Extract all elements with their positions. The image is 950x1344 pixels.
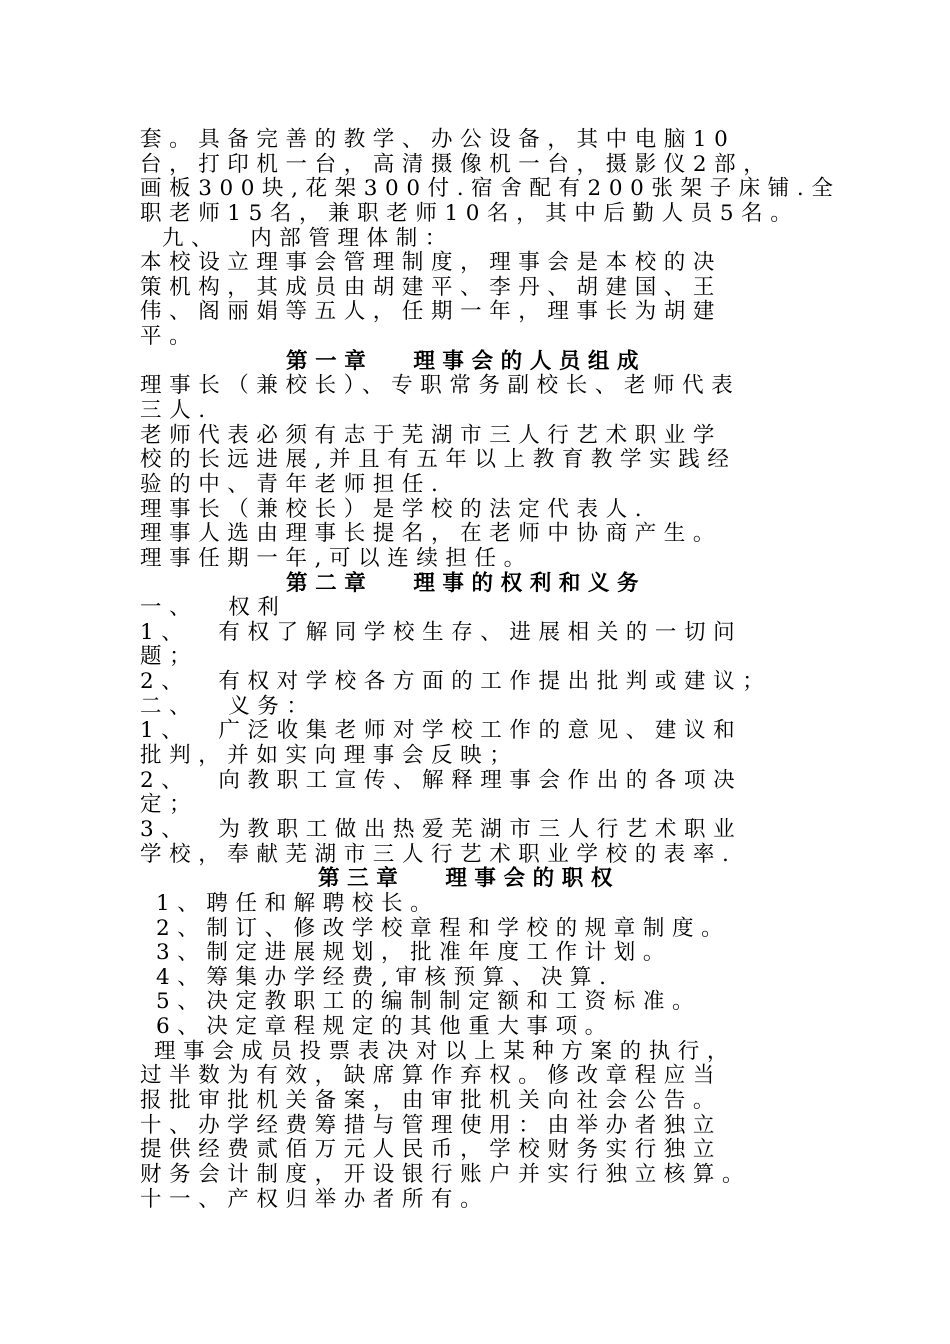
chapter-number: 第三章 bbox=[318, 866, 406, 892]
body-line: 理事会成员投票表决对以上某种方案的执行， bbox=[154, 1038, 737, 1064]
body-line: 伟、阁丽娟等五人，任期一年，理事长为胡建 bbox=[140, 299, 723, 325]
list-item bbox=[140, 719, 840, 744]
chapter-title: 理事会的人员组成 bbox=[413, 348, 647, 374]
body-line: 台，打印机一台，高清摄像机一台，摄影仪2部， bbox=[140, 151, 773, 177]
body-line: 理事任期一年,可以连续担任。 bbox=[140, 545, 533, 571]
body-line: 老师代表必须有志于芜湖市三人行艺术职业学 bbox=[140, 422, 723, 448]
body-line: 本校设立理事会管理制度，理事会是本校的决 bbox=[140, 250, 723, 276]
chapter-number: 第二章 bbox=[286, 570, 374, 596]
subsection-heading-duties bbox=[140, 695, 840, 720]
chapter-heading-two bbox=[140, 572, 840, 597]
list-item: 2、制订、修改学校章程和学校的规章制度。 bbox=[156, 915, 731, 941]
section-number: 九、 bbox=[162, 225, 221, 251]
body-line: 十一、产权归举办者所有。 bbox=[140, 1186, 490, 1212]
list-item bbox=[140, 818, 840, 843]
subsection-heading-rights bbox=[140, 596, 840, 621]
list-item bbox=[140, 621, 840, 646]
body-line: 十、办学经费筹措与管理使用：由举办者独立 bbox=[140, 1112, 723, 1138]
chapter-heading-one bbox=[140, 350, 840, 375]
subsection-number: 二、 bbox=[140, 693, 199, 719]
body-line: 过半数为有效，缺席算作弃权。修改章程应当 bbox=[140, 1063, 723, 1089]
list-number: 3、 bbox=[140, 816, 191, 842]
body-line: 批判，并如实向理事会反映； bbox=[140, 743, 519, 769]
body-line: 题； bbox=[140, 644, 199, 670]
list-item bbox=[140, 769, 840, 794]
chapter-title: 理事会的职权 bbox=[445, 866, 620, 892]
list-number: 2、 bbox=[140, 767, 191, 793]
section-heading-nine bbox=[140, 227, 840, 252]
subsection-number: 一、 bbox=[140, 595, 199, 621]
body-line: 提供经费贰佰万元人民币，学校财务实行独立 bbox=[140, 1137, 723, 1163]
chapter-title: 理事的权利和义务 bbox=[413, 570, 647, 596]
chapter-number: 第一章 bbox=[286, 348, 374, 374]
subsection-title: 权利 bbox=[228, 595, 287, 621]
list-item bbox=[140, 670, 840, 695]
body-line: 校的长远进展,并且有五年以上教育教学实践经 bbox=[140, 447, 737, 473]
body-line: 财务会计制度，开设银行账户并实行独立核算。 bbox=[140, 1161, 752, 1187]
body-line: 三人. bbox=[140, 398, 213, 424]
list-item: 3、制定进展规划，批准年度工作计划。 bbox=[156, 940, 672, 966]
section-title: 内部管理体制： bbox=[250, 225, 454, 251]
list-text: 广泛收集老师对学校工作的意见、建议和 bbox=[218, 718, 743, 744]
body-line: 验的中、青年老师担任. bbox=[140, 471, 446, 497]
body-line: 策机构，其成员由胡建平、李丹、胡建国、王 bbox=[140, 274, 723, 300]
list-item: 4、筹集办学经费,审核预算、决算. bbox=[156, 964, 614, 990]
chapter-heading-three bbox=[140, 867, 840, 892]
list-text: 有权了解同学校生存、进展相关的一切问 bbox=[218, 619, 743, 645]
list-number: 1、 bbox=[140, 619, 191, 645]
list-item: 1、聘任和解聘校长。 bbox=[156, 890, 440, 916]
body-line: 理事长（兼校长）、专职常务副校长、老师代表 bbox=[140, 373, 741, 399]
list-text: 向教职工宣传、解释理事会作出的各项决 bbox=[218, 767, 743, 793]
body-line: 理事人选由理事长提名，在老师中协商产生。 bbox=[140, 521, 723, 547]
document-page bbox=[140, 128, 840, 1212]
list-item: 5、决定教职工的编制制定额和工资标准。 bbox=[156, 989, 702, 1015]
body-line: 定； bbox=[140, 792, 199, 818]
body-line: 报批审批机关备案，由审批机关向社会公告。 bbox=[140, 1087, 723, 1113]
list-text: 为教职工做出热爱芜湖市三人行艺术职业 bbox=[218, 816, 743, 842]
list-item: 6、决定章程规定的其他重大事项。 bbox=[156, 1014, 614, 1040]
body-line: 套。具备完善的教学、办公设备，其中电脑10 bbox=[140, 127, 736, 152]
list-number: 1、 bbox=[140, 718, 191, 744]
body-line: 理事长（兼校长）是学校的法定代表人. bbox=[140, 496, 650, 522]
subsection-title: 义务： bbox=[228, 693, 316, 719]
list-number: 2、 bbox=[140, 669, 191, 695]
body-line: 画板300块,花架300付.宿舍配有200张架子床铺.全 bbox=[140, 176, 841, 202]
body-line: 平。 bbox=[140, 324, 199, 350]
body-line: 学校，奉献芜湖市三人行艺术职业学校的表率. bbox=[140, 841, 737, 867]
body-line: 职老师15名，兼职老师10名，其中后勤人员5名。 bbox=[140, 200, 800, 226]
list-text: 有权对学校各方面的工作提出批判或建议； bbox=[218, 669, 772, 695]
